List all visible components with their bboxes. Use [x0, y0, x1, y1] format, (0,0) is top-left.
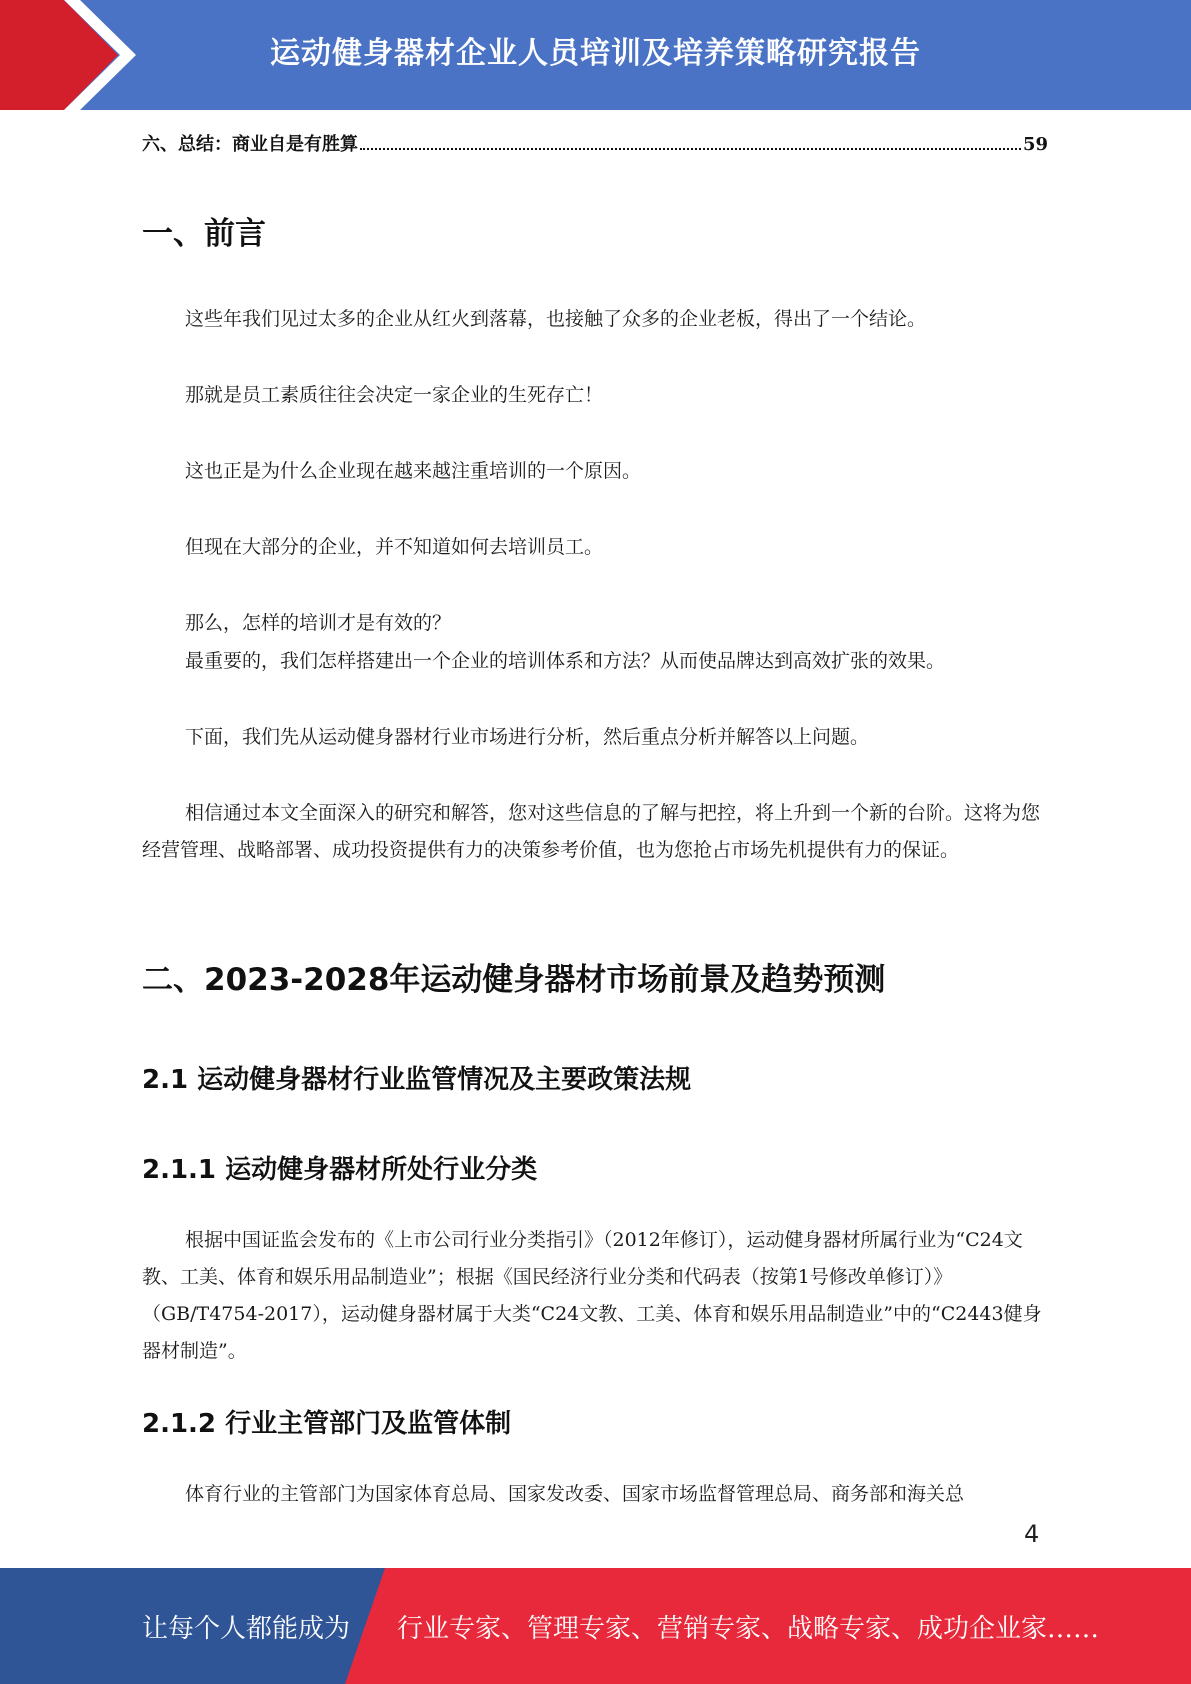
- paragraph: 体育行业的主管部门为国家体育总局、国家发改委、国家市场监督管理总局、商务部和海关总: [185, 1483, 965, 1505]
- paragraph: 这也正是为什么企业现在越来越注重培训的一个原因。: [185, 460, 642, 482]
- header-title: 运动健身器材企业人员培训及培养策略研究报告: [270, 36, 921, 71]
- toc-entry[interactable]: [142, 130, 1048, 156]
- section-heading-preface: 一、前言: [142, 216, 266, 252]
- paragraph: 那么，怎样的培训才是有效的？: [185, 612, 452, 634]
- page-footer: [0, 1568, 1191, 1684]
- paragraph: 那就是员工素质往往会决定一家企业的生死存亡！: [185, 384, 604, 406]
- page-header: [0, 0, 1191, 110]
- subsection-heading-2-1: 2.1 运动健身器材行业监管情况及主要政策法规: [142, 1065, 692, 1095]
- toc-leader-dots: [360, 148, 1021, 150]
- paragraph: 最重要的，我们怎样搭建出一个企业的培训体系和方法？从而使品牌达到高效扩张的效果。: [185, 650, 946, 672]
- subsection-heading-2-1-2: 2.1.2 行业主管部门及监管体制: [142, 1409, 512, 1439]
- page-number: 4: [1024, 1520, 1040, 1548]
- paragraph: 下面，我们先从运动健身器材行业市场进行分析，然后重点分析并解答以上问题。: [185, 726, 870, 748]
- paragraph: 根据中国证监会发布的《上市公司行业分类指引》（2012年修订），运动健身器材所属行业为“C24文教、工美、体育和娱乐用品制造业”；根据《国民经济行业分类和代码表（按第1号修改单修订）》（GB/T4754-2017），运动健身器材属于大类“C24文教、工美、体育和娱乐用品制造业”中的“C2443健身器材制造”。: [142, 1229, 1042, 1362]
- toc-entry-page: 59: [1022, 134, 1048, 155]
- paragraph: 相信通过本文全面深入的研究和解答，您对这些信息的了解与把控，将上升到一个新的台阶。这将为您经营管理、战略部署、成功投资提供有力的决策参考价值，也为您抢占市场先机提供有力的保证。: [142, 802, 1041, 861]
- paragraph: 但现在大部分的企业，并不知道如何去培训员工。: [185, 536, 604, 558]
- section-heading-market-outlook: 二、2023-2028年运动健身器材市场前景及趋势预测: [142, 962, 886, 998]
- header-arrow-decoration: [0, 0, 160, 110]
- paragraph: 这些年我们见过太多的企业从红火到落幕，也接触了众多的企业老板，得出了一个结论。: [185, 308, 927, 330]
- subsection-heading-2-1-1: 2.1.1 运动健身器材所处行业分类: [142, 1155, 538, 1185]
- toc-entry-label: 六、总结：商业自是有胜算: [142, 134, 358, 155]
- footer-slogan-right: 行业专家、管理专家、营销专家、战略专家、成功企业家……: [397, 1614, 1100, 1644]
- footer-slogan-left: 让每个人都能成为: [142, 1614, 351, 1644]
